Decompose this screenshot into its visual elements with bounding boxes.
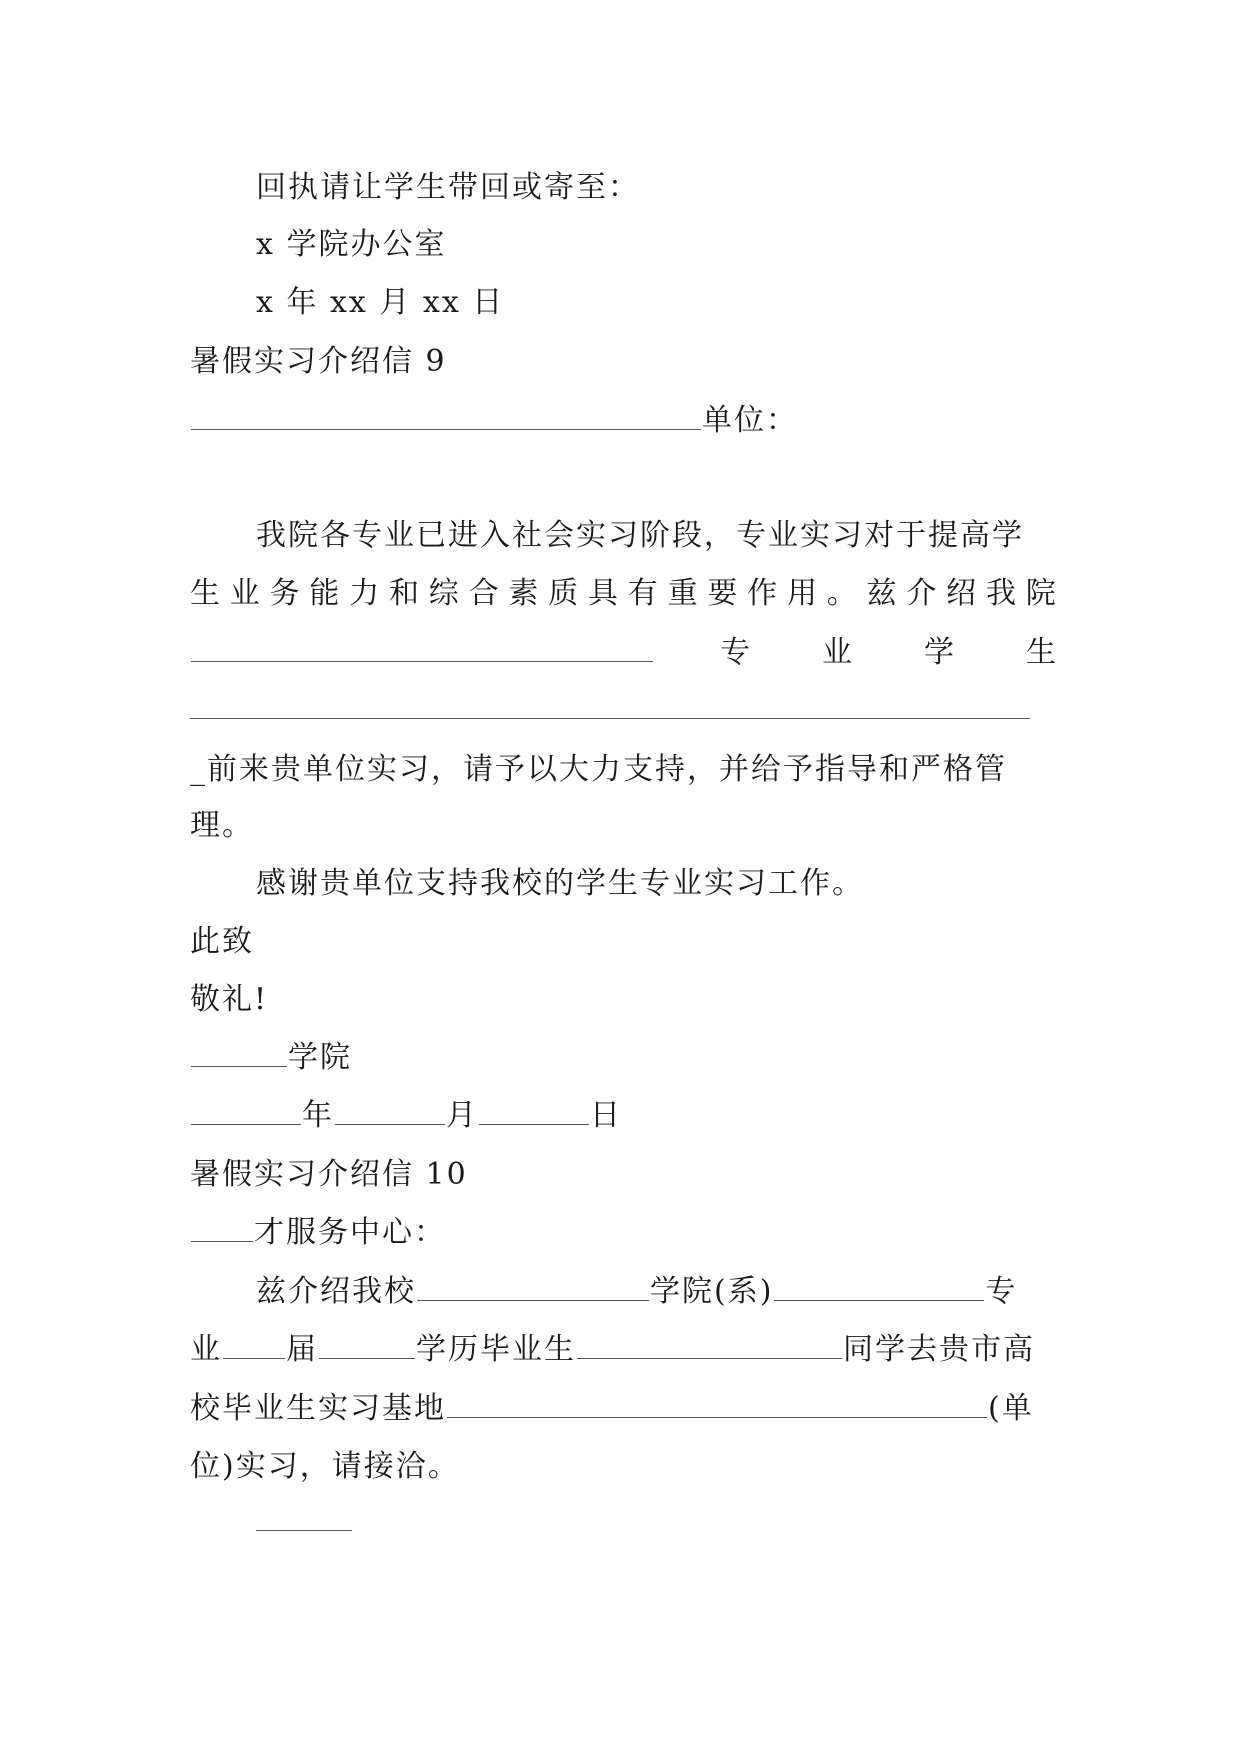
addressee-suffix-10: 才服务中心： [254, 1215, 446, 1250]
justified-char: 能 [309, 576, 340, 611]
justified-char: 用 [786, 576, 817, 611]
college-dept-label: 学院(系) [650, 1274, 774, 1309]
justified-char: 和 [388, 576, 419, 611]
intro-text: 兹介绍我校 [256, 1274, 416, 1309]
justified-char: 素 [508, 576, 539, 611]
letter9-title: 暑假实习介绍信 9 [190, 344, 447, 379]
month-label: 月 [446, 1098, 478, 1133]
letter9-major-student [720, 633, 1056, 673]
trailing-blank[interactable] [256, 1530, 352, 1531]
justified-char: 生 [190, 576, 220, 611]
justified-char: 生 [1026, 635, 1056, 670]
justified-char: 综 [428, 576, 459, 611]
student-name-blank[interactable] [190, 718, 1030, 719]
letter9-closing1: 此致 [190, 924, 254, 959]
class-year-blank[interactable] [223, 1336, 285, 1359]
justified-char: 质 [548, 576, 579, 611]
para2-text: 前来贵单位实习，请予以大力支持，并给予指导和严格管 [207, 752, 1007, 787]
day-label: 日 [590, 1098, 622, 1133]
justified-char: 具 [587, 576, 618, 611]
letter9-thanks: 感谢贵单位支持我校的学生专业实习工作。 [256, 866, 864, 901]
justified-char: 业 [229, 576, 260, 611]
addressee-suffix: 单位： [702, 403, 798, 438]
letter10-line4: 位)实习，请接洽。 [190, 1449, 460, 1484]
student-name-blank-10[interactable] [577, 1336, 842, 1359]
justified-char: 专 [720, 635, 750, 670]
letter10-line2 [190, 1330, 1035, 1370]
letter10-line1 [256, 1272, 1017, 1312]
para2-underscore: _ [190, 752, 207, 787]
letter9-signature [190, 1038, 352, 1078]
year-blank[interactable] [191, 1102, 301, 1125]
month-blank[interactable] [335, 1102, 445, 1125]
letter9-para1-line1: 我院各专业已进入社会实习阶段，专业实习对于提高学 [256, 518, 1024, 553]
go-to-city-text: 同学去贵市高 [843, 1332, 1035, 1367]
class-year-label: 届 [286, 1332, 318, 1367]
major-label-end: 业 [190, 1332, 222, 1367]
letter9-para1-line2 [190, 574, 1056, 614]
letter9-closing2: 敬礼! [190, 982, 269, 1017]
degree-label: 学历毕业生 [416, 1332, 576, 1367]
year-label: 年 [302, 1098, 334, 1133]
justified-char: 兹 [866, 576, 897, 611]
justified-char: 有 [627, 576, 658, 611]
degree-blank[interactable] [319, 1336, 415, 1359]
letter8-date: x 年 xx 月 xx 日 [256, 285, 505, 320]
letter10-title: 暑假实习介绍信 10 [190, 1157, 468, 1192]
justified-char: 作 [747, 576, 778, 611]
college-name-blank[interactable] [417, 1278, 649, 1301]
justified-char: 我 [985, 576, 1016, 611]
justified-char: 院 [1025, 576, 1056, 611]
major-label-start: 专 [985, 1274, 1018, 1309]
reply-instruction: 回执请让学生带回或寄至： [256, 170, 640, 205]
office-name: x 学院办公室 [256, 227, 447, 262]
justified-char: 重 [667, 576, 698, 611]
justified-char: 要 [707, 576, 738, 611]
college-blank[interactable] [191, 639, 653, 662]
addressee-blank[interactable] [191, 407, 701, 430]
signature-suffix: 学院 [288, 1040, 352, 1075]
justified-char: 学 [924, 635, 954, 670]
justified-char: 介 [906, 576, 937, 611]
day-blank[interactable] [479, 1102, 589, 1125]
signature-college-blank[interactable] [191, 1044, 287, 1067]
justified-char: 业 [822, 635, 852, 670]
justified-char: 绍 [946, 576, 977, 611]
justified-char: 务 [269, 576, 300, 611]
justified-char: 。 [826, 576, 857, 611]
letter10-addressee [190, 1213, 446, 1253]
city-blank[interactable] [191, 1219, 253, 1242]
unit-label-start: (单 [988, 1391, 1034, 1426]
letter10-line3 [190, 1389, 1034, 1429]
letter9-para2-line2: 理。 [190, 808, 254, 843]
letter9-addressee [190, 401, 798, 441]
letter9-date [190, 1096, 622, 1136]
justified-char: 力 [349, 576, 380, 611]
letter9-para2-line1 [190, 750, 1007, 790]
unit-blank[interactable] [447, 1395, 987, 1418]
base-label: 校毕业生实习基地 [190, 1391, 446, 1426]
justified-char: 合 [468, 576, 499, 611]
major-blank[interactable] [774, 1278, 984, 1301]
